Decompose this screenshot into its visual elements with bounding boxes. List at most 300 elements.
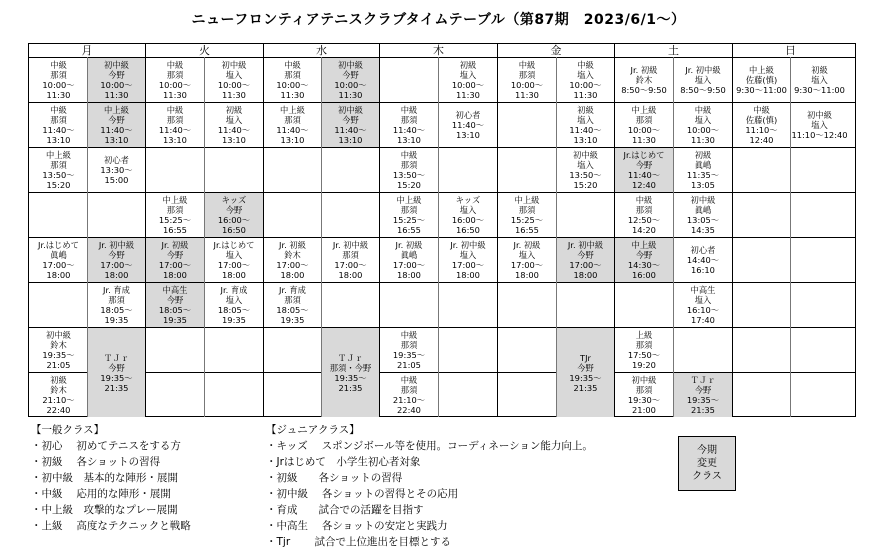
junior-class-item: ・中高生 各ショットの安定と実践力 (266, 520, 448, 532)
class-cell-line: 16:55 (397, 225, 421, 235)
class-cell-line: 11:10～12:40 (791, 130, 848, 140)
class-cell-line: 塩入 (694, 75, 712, 85)
class-cell-line: 眞嶋 (400, 250, 418, 260)
class-cell (615, 373, 673, 417)
general-class-item: ・中上級 攻撃的なプレー展開 (31, 504, 178, 516)
general-class-item: ・初級 各ショットの習得 (31, 456, 161, 468)
class-cell-line: 10:00～ (100, 80, 133, 90)
class-cell-line: 10:00～ (569, 80, 602, 90)
class-cell-line: 17:00～ (100, 260, 133, 270)
class-cell-line: 那須 (166, 205, 184, 215)
class-cell-line: 18:00 (515, 270, 539, 280)
class-cell-line: 17:00～ (42, 260, 75, 270)
class-cell-line: 初中級 (631, 375, 657, 385)
class-cell-line: 鈴木 (284, 250, 301, 260)
class-cell-line: 18:00 (163, 270, 187, 280)
class-cell (205, 58, 263, 102)
class-cell-line: 11:30 (632, 135, 656, 145)
class-cell-line: 16:50 (222, 225, 246, 235)
class-cell (733, 103, 790, 147)
class-cell-line: 初心者 (104, 155, 129, 165)
class-cell-line: 今野 (225, 205, 243, 215)
class-cell-line: 19:20 (632, 360, 656, 370)
class-cell-line: 塩入 (694, 295, 712, 305)
class-cell-line: 21:35 (573, 382, 598, 393)
class-cell-line: 中級 (635, 195, 653, 205)
class-cell-line: 中級 (577, 60, 594, 70)
class-cell-line: Jr. 初中級 (567, 240, 604, 250)
general-class-item: ・中級 応用的な陣形・展開 (31, 488, 171, 500)
class-cell (380, 373, 438, 417)
class-cell (322, 238, 379, 282)
class-cell-line: 13:50～ (569, 170, 602, 180)
class-cell (498, 58, 556, 102)
class-cell-line: 17:00～ (334, 260, 367, 270)
class-cell (88, 238, 145, 282)
class-cell-line: 中級 (753, 105, 770, 115)
class-cell-line: キッズ (221, 195, 247, 205)
class-cell-line: 18:00 (338, 270, 363, 280)
class-cell-line: Jr. 初中級 (332, 240, 369, 250)
class-cell-line: 13:10 (397, 135, 421, 145)
class-cell-line: ＴＪｒ (338, 352, 363, 363)
class-cell (88, 58, 145, 102)
class-cell (439, 103, 497, 147)
class-cell-line: 15:20 (573, 180, 598, 190)
class-cell (557, 328, 614, 417)
class-cell-line: 中級 (518, 60, 536, 70)
class-cell-line: 那須 (518, 205, 536, 215)
class-cell-line: 今野 (108, 250, 125, 260)
class-cell-line: 11:40～ (100, 125, 133, 135)
general-class-item: ・上級 高度なテクニックと戦略 (31, 520, 191, 532)
class-cell-line: 19:35 (222, 315, 246, 325)
junior-class-item: ・キッズ スポンジボール等を使用。コーディネーション能力向上。 (266, 440, 593, 452)
class-cell (498, 238, 556, 282)
class-cell-line: 15:25～ (510, 215, 544, 225)
class-cell-line: 21:00 (632, 405, 656, 415)
class-cell-line: 中級 (694, 105, 712, 115)
class-cell-line: 今野 (108, 70, 125, 80)
class-cell-line: 那須 (400, 385, 418, 395)
class-cell (380, 238, 438, 282)
class-cell-line: 中級 (400, 330, 418, 340)
class-cell-line: 10:00～ (451, 80, 485, 90)
class-cell (205, 283, 263, 327)
class-cell-line: 今野 (577, 250, 594, 260)
class-cell-line: 13:10 (222, 135, 246, 145)
class-cell-line: 那須 (284, 115, 301, 125)
class-cell-line: Jr. 初級 (395, 240, 423, 250)
class-cell-line: 今野 (694, 385, 712, 395)
class-cell-line: 11:40～ (569, 125, 602, 135)
class-cell-line: 13:10 (280, 135, 305, 145)
junior-class-item: ・初級 各ショットの習得 (266, 472, 403, 484)
day-header: 金 (497, 44, 614, 57)
class-cell-line: 10:00～ (217, 80, 251, 90)
class-cell-line: 19:35 (280, 315, 305, 325)
class-cell (674, 238, 732, 282)
class-cell (322, 58, 379, 102)
class-cell (205, 238, 263, 282)
class-cell-line: 13:10 (456, 130, 480, 140)
class-cell-line: 19:35～ (334, 372, 367, 383)
class-cell-line: 10:00～ (158, 80, 192, 90)
class-cell-line: 8:50～9:50 (621, 85, 667, 95)
class-cell-line: 初中級 (807, 110, 832, 120)
class-cell-line: 中上級 (162, 195, 188, 205)
class-cell-line: 8:50～9:50 (680, 85, 726, 95)
class-cell-line: 中上級 (280, 105, 305, 115)
class-cell-line: 那須 (400, 340, 418, 350)
class-cell-line: TJr (580, 352, 591, 363)
class-cell-line: Jr. 育成 (279, 285, 306, 295)
class-cell-line: 11:30 (104, 90, 129, 100)
class-cell-line: 初中級 (690, 195, 716, 205)
class-cell-line: 今野 (108, 115, 125, 125)
class-cell (30, 328, 87, 372)
class-cell-line: 16:00～ (217, 215, 251, 225)
class-cell (30, 238, 87, 282)
class-cell (557, 148, 614, 192)
class-cell-line: 9:30～11:00 (794, 85, 845, 95)
class-cell-line: 中級 (166, 60, 184, 70)
class-cell-line: 15:25～ (158, 215, 192, 225)
class-cell-line: 16:55 (515, 225, 539, 235)
class-cell-line: 21:05 (397, 360, 421, 370)
class-cell-line: 17:00～ (451, 260, 485, 270)
day-header: 木 (379, 44, 497, 57)
class-cell-line: 17:00～ (510, 260, 544, 270)
class-cell-line: 眞嶋 (694, 205, 712, 215)
class-cell-line: 16:10～ (686, 305, 720, 315)
class-cell-line: Jr.はじめて (38, 240, 79, 250)
class-cell-line: 塩入 (811, 120, 828, 130)
class-cell (380, 193, 438, 237)
class-cell-line: 中級 (400, 150, 418, 160)
class-cell-line: 21:35 (338, 382, 363, 393)
class-cell-line: 塩入 (225, 295, 243, 305)
class-cell-line: 16:00～ (451, 215, 485, 225)
class-cell-line: 13:50～ (392, 170, 426, 180)
class-cell-line: 18:00 (46, 270, 71, 280)
class-cell-line: 11:40～ (42, 125, 75, 135)
class-cell-line: 16:10 (691, 265, 715, 275)
class-cell (674, 283, 732, 327)
class-cell-line: 初中級 (573, 150, 598, 160)
class-cell-line: 中級 (50, 105, 67, 115)
class-cell-line: 13:30～ (100, 165, 133, 175)
class-cell (791, 103, 848, 147)
class-cell (146, 58, 204, 102)
class-cell (557, 103, 614, 147)
class-cell-line: 10:00～ (627, 125, 661, 135)
class-cell-line: 那須 (284, 295, 301, 305)
class-cell-line: Jr.はじめて (623, 150, 665, 160)
class-cell-line: 21:35 (691, 405, 715, 415)
class-cell-line: Jr. 育成 (220, 285, 248, 295)
class-cell (733, 58, 790, 102)
class-cell-line: 那須 (400, 160, 418, 170)
class-cell-line: 初級 (459, 60, 477, 70)
class-cell-line: 今野 (166, 295, 184, 305)
class-cell-line: 鈴木 (50, 340, 67, 350)
class-cell-line: 11:40～ (158, 125, 192, 135)
class-cell-line: 中級 (50, 60, 67, 70)
class-cell-line: 19:35 (163, 315, 187, 325)
class-cell-line: 中上級 (514, 195, 540, 205)
class-cell-line: 初級 (694, 150, 712, 160)
class-cell-line: 16:55 (163, 225, 187, 235)
class-cell-line: 那須 (635, 115, 653, 125)
class-cell-line: 今野 (342, 70, 359, 80)
class-cell-line: 中級 (166, 105, 184, 115)
class-cell-line: Jr. 初級 (630, 65, 658, 75)
day-header: 月 (81, 44, 93, 57)
class-cell-line: 11:30 (46, 90, 71, 100)
class-cell-line: 18:00 (280, 270, 305, 280)
class-cell-line: 19:35～ (100, 372, 133, 383)
class-cell (146, 238, 204, 282)
class-cell-line: 12:40 (749, 135, 774, 145)
class-cell-line: 鈴木 (50, 385, 67, 395)
class-cell (674, 373, 732, 417)
changed-class-line: クラス (692, 471, 722, 482)
class-cell-line: 中高生 (162, 285, 188, 295)
class-cell-line: 那須 (284, 70, 301, 80)
class-cell-line: 那須 (342, 250, 359, 260)
class-cell-line: 21:35 (104, 382, 129, 393)
class-cell-line: 中上級 (104, 105, 129, 115)
class-cell-line: 塩入 (225, 115, 243, 125)
class-cell (498, 193, 556, 237)
class-cell-line: 10:00～ (686, 125, 720, 135)
class-cell-line: 10:00～ (42, 80, 75, 90)
class-cell-line: 中級 (284, 60, 301, 70)
class-cell-line: 初中級 (338, 105, 363, 115)
changed-class-line: 変更 (697, 458, 717, 469)
class-cell-line: 14:40～ (686, 255, 720, 265)
class-cell (674, 193, 732, 237)
class-cell-line: Jr. 初中級 (98, 240, 135, 250)
class-cell-line: 那須 (635, 205, 653, 215)
class-cell-line: 18:00 (456, 270, 480, 280)
general-class-heading: 【一般クラス】 (31, 424, 105, 436)
class-cell-line: 那須 (635, 385, 653, 395)
class-cell-line: 上級 (635, 330, 653, 340)
day-header: 火 (145, 44, 263, 57)
class-cell-line: 14:20 (632, 225, 656, 235)
class-cell-line: 那須 (50, 115, 67, 125)
class-cell-line: 眞嶋 (694, 160, 712, 170)
class-cell-line: 初級 (50, 375, 67, 385)
class-cell (674, 58, 732, 102)
class-cell (88, 283, 145, 327)
class-cell-line: 18:00 (104, 270, 129, 280)
page-title: ニューフロンティアテニスクラブタイムテーブル（第87期 2023/6/1～） (191, 12, 686, 28)
class-cell (615, 328, 673, 372)
class-cell-line: 14:35 (691, 225, 715, 235)
class-cell-line: 11:35～ (686, 170, 720, 180)
changed-class-line: 今期 (697, 445, 717, 456)
class-cell-line: 今野 (635, 160, 653, 170)
class-cell-line: 15:20 (397, 180, 421, 190)
class-cell-line: 初心者 (690, 245, 716, 255)
class-cell-line: 11:30 (573, 90, 598, 100)
class-cell-line: 中上級 (46, 150, 71, 160)
class-cell-line: 21:10～ (392, 395, 426, 405)
class-cell-line: 18:00 (573, 270, 598, 280)
class-cell-line: 今野 (577, 362, 594, 373)
class-cell-line: キッズ (455, 195, 481, 205)
class-cell (264, 103, 321, 147)
class-cell-line: 9:30～11:00 (736, 85, 787, 95)
class-cell-line: 塩入 (225, 250, 243, 260)
class-cell-line: 今野 (108, 362, 125, 373)
class-cell-line: 13:10 (338, 135, 363, 145)
class-cell-line: 塩入 (577, 115, 594, 125)
class-cell-line: 17:00～ (569, 260, 602, 270)
class-cell (30, 148, 87, 192)
class-cell-line: Jr.はじめて (213, 240, 255, 250)
class-cell-line: 那須 (166, 70, 184, 80)
class-cell (30, 373, 87, 417)
day-header: 水 (263, 44, 379, 57)
class-cell-line: 18:05～ (276, 305, 309, 315)
junior-class-item: ・初中級 各ショットの習得とその応用 (266, 488, 459, 500)
class-cell-line: 中級 (400, 375, 418, 385)
class-cell-line: 11:30 (280, 90, 305, 100)
class-cell (615, 58, 673, 102)
class-cell-line: 11:40～ (627, 170, 661, 180)
class-cell-line: 初中級 (46, 330, 71, 340)
class-cell-line: 18:05～ (100, 305, 133, 315)
class-cell-line: 18:00 (397, 270, 421, 280)
class-cell-line: 11:30 (222, 90, 246, 100)
class-cell-line: 今野 (635, 250, 653, 260)
class-cell-line: 19:35～ (569, 372, 602, 383)
class-cell-line: 12:50～ (627, 215, 661, 225)
class-cell-line: 11:30 (338, 90, 363, 100)
class-cell-line: 11:40～ (392, 125, 426, 135)
class-cell-line: 中高生 (690, 285, 716, 295)
class-cell-line: 中上級 (396, 195, 422, 205)
class-cell-line: 初級 (577, 105, 594, 115)
class-cell-line: 21:05 (46, 360, 71, 370)
class-cell-line: 11:10～ (745, 125, 778, 135)
class-cell (88, 103, 145, 147)
class-cell-line: 17:50～ (627, 350, 661, 360)
class-cell (615, 103, 673, 147)
class-cell (264, 238, 321, 282)
class-cell (205, 193, 263, 237)
class-cell-line: 13:05 (691, 180, 715, 190)
class-cell-line: 11:30 (691, 135, 715, 145)
class-cell-line: 22:40 (46, 405, 71, 415)
class-cell-line: 13:10 (46, 135, 71, 145)
class-cell-line: 塩入 (577, 160, 594, 170)
class-cell-line: 今野 (342, 115, 359, 125)
junior-class-item: ・Jrはじめて 小学生初心者対象 (266, 456, 421, 468)
class-cell-line: 那須 (50, 160, 67, 170)
class-cell-line: 中上級 (749, 65, 774, 75)
junior-class-item: ・育成 試合での活躍を目指す (266, 504, 424, 516)
day-header: 土 (614, 44, 732, 57)
class-cell (146, 193, 204, 237)
class-cell-line: 18:05～ (158, 305, 192, 315)
class-cell (322, 103, 379, 147)
class-cell-line: 17:40 (691, 315, 715, 325)
class-cell (439, 238, 497, 282)
class-cell-line: 19:35～ (686, 395, 720, 405)
class-cell (615, 193, 673, 237)
class-cell-line: 16:50 (456, 225, 480, 235)
general-class-item: ・初中級 基本的な陣形・展開 (31, 472, 178, 484)
class-cell (674, 103, 732, 147)
class-cell (88, 148, 145, 192)
class-cell-line: 11:30 (163, 90, 187, 100)
class-cell-line: Jr. 初級 (279, 240, 306, 250)
class-cell-line: 15:25～ (392, 215, 426, 225)
junior-class-item: ・Tjr 試合で上位進出を目標とする (266, 536, 451, 548)
class-cell-line: 塩入 (459, 70, 477, 80)
class-cell-line: 初中級 (104, 60, 129, 70)
class-cell (264, 283, 321, 327)
class-cell (146, 283, 204, 327)
day-header: 日 (732, 44, 848, 57)
class-cell-line: 塩入 (811, 75, 828, 85)
class-cell (88, 328, 145, 417)
class-cell-line: 那須 (50, 70, 67, 80)
class-cell (30, 58, 87, 102)
class-cell-line: 初心者 (455, 110, 481, 120)
class-cell-line: ＴＪｒ (104, 352, 129, 363)
class-cell-line: 塩入 (459, 205, 477, 215)
class-cell-line: 初中級 (338, 60, 363, 70)
class-cell-line: 19:30～ (627, 395, 661, 405)
class-cell-line: 眞嶋 (50, 250, 67, 260)
class-cell (380, 328, 438, 372)
class-cell-line: 中級 (400, 105, 418, 115)
class-cell (146, 103, 204, 147)
junior-class-heading: 【ジュニアクラス】 (266, 424, 360, 436)
class-cell (674, 148, 732, 192)
class-cell-line: 19:35 (104, 315, 129, 325)
class-cell-line: 佐藤(慎) (745, 75, 778, 85)
class-cell-line: 10:00～ (510, 80, 544, 90)
class-cell-line: 中上級 (631, 105, 657, 115)
class-cell-line: 11:40～ (276, 125, 309, 135)
class-cell-line: 10:00～ (276, 80, 309, 90)
class-cell-line: Jr. 初級 (513, 240, 541, 250)
class-cell-line: 19:35～ (42, 350, 75, 360)
class-cell-line: 15:20 (46, 180, 71, 190)
class-cell-line: 初級 (225, 105, 243, 115)
class-cell (439, 193, 497, 237)
class-cell (557, 238, 614, 282)
class-cell-line: Jr. 育成 (103, 285, 130, 295)
class-cell (264, 58, 321, 102)
class-cell-line: 鈴木 (635, 75, 653, 85)
class-cell-line: 18:05～ (217, 305, 251, 315)
class-cell-line: Jr. 初中級 (685, 65, 721, 75)
class-cell-line: 13:10 (104, 135, 129, 145)
class-cell-line: 那須 (108, 295, 125, 305)
class-cell-line: 11:30 (456, 90, 480, 100)
class-cell-line: 那須 (635, 340, 653, 350)
class-cell-line: 11:40～ (217, 125, 251, 135)
timetable-grid (28, 43, 856, 417)
